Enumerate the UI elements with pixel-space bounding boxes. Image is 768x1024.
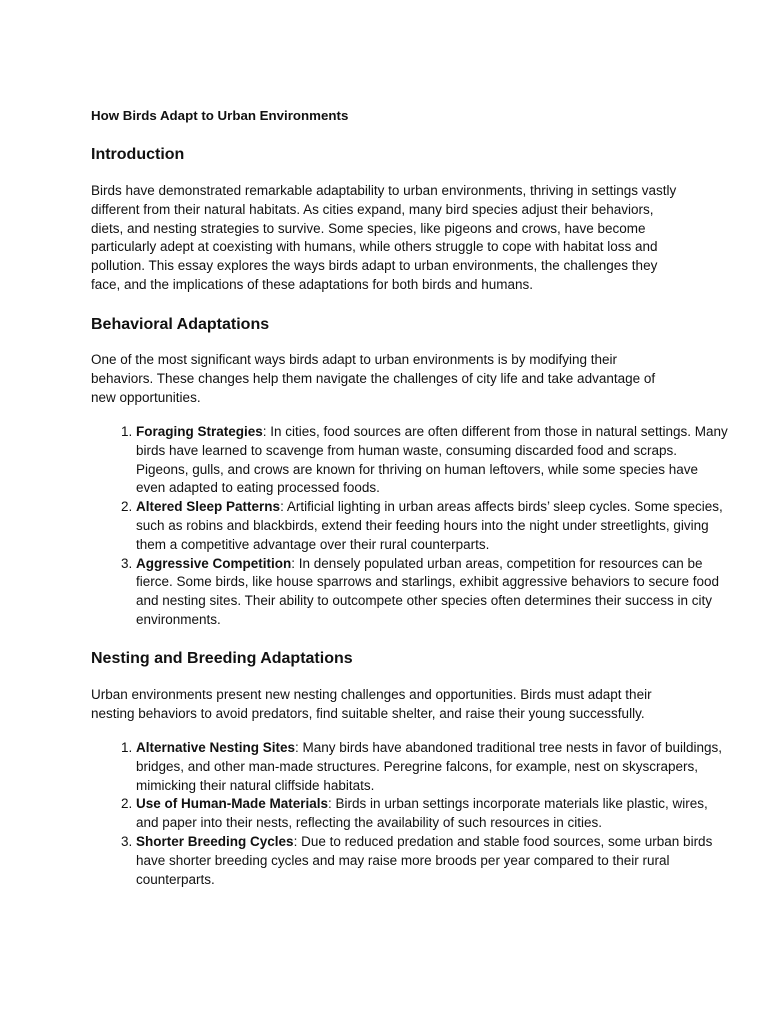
introduction-paragraph: Birds have demonstrated remarkable adaptability to urban environments, thriving in settings vastly different from their natural habitats. As cities expand, many bird species adjust their behaviors, diets, and nesting strategies to survive. Some species, like pigeons and crows, have become particularly adept at coexisting with humans, while others struggle to cope with habitat loss and pollution. This essay explores the ways birds adapt to urban environments, the challenges they face, and the implications of these adaptations for both birds and humans. [91, 183, 677, 292]
behavioral-adaptations-list [91, 423, 728, 630]
section-heading-introduction: Introduction [91, 146, 185, 163]
list-item-text: : Artificial lighting in urban areas affects birds’ sleep cycles. Some species, such as robins and blackbirds, extend their feeding hours into the night under streetlights, giving them a competitive advantage over their rural counterparts. [136, 499, 723, 552]
list-item-text: : Many birds have abandoned traditional tree nests in favor of buildings, bridges, and other man-made structures. Peregrine falcons, for example, nest on skyscrapers, mimicking their natural cliffside habitats. [136, 740, 723, 793]
list-item [136, 739, 728, 795]
section-heading-nesting-breeding-adaptations: Nesting and Breeding Adaptations [91, 650, 353, 667]
list-item [136, 498, 728, 554]
nesting-breeding-adaptations-list [91, 739, 728, 889]
list-item-term: Use of Human-Made Materials [136, 796, 329, 812]
list-item [136, 555, 728, 630]
list-item-term: Altered Sleep Patterns [136, 499, 281, 515]
section-heading-behavioral-adaptations: Behavioral Adaptations [91, 316, 270, 333]
list-item [136, 795, 728, 833]
list-item-text: : In cities, food sources are often different from those in natural settings. Many birds have learned to scavenge from human waste, consuming discarded food and scraps. Pigeons, gulls, and crows are known for thriving on human leftovers, while some species have even adapted to eating processed foods. [136, 424, 728, 496]
list-item [136, 423, 728, 498]
list-item-text: : In densely populated urban areas, competition for resources can be fierce. Some birds, like house sparrows and starlings, exhibit aggressive behaviors to secure food and nesting sites. Their ability to outcompete other species often determines their success in city environments. [136, 555, 720, 627]
behavioral-adaptations-paragraph: One of the most significant ways birds adapt to urban environments is by modifying their behaviors. These changes help them navigate the challenges of city life and take advantage of new opportunities. [91, 352, 656, 405]
nesting-breeding-adaptations-paragraph: Urban environments present new nesting challenges and opportunities. Birds must adapt their nesting behaviors to avoid predators, find suitable shelter, and raise their young successfully. [91, 687, 652, 721]
list-item-term: Shorter Breeding Cycles [136, 833, 294, 849]
list-item-text: : Birds in urban settings incorporate materials like plastic, wires, and paper into their nests, reflecting the availability of such resources in cities. [136, 796, 708, 831]
list-item-term: Foraging Strategies [136, 424, 263, 439]
list-item-term: Alternative Nesting Sites [136, 740, 296, 755]
document-title: How Birds Adapt to Urban Environments [91, 108, 349, 123]
list-item-term: Aggressive Competition [136, 555, 292, 571]
list-item-text: : Due to reduced predation and stable food sources, some urban birds have shorter breeding cycles and may raise more broods per year compared to their rural counterparts. [136, 833, 713, 887]
list-item [136, 833, 728, 889]
